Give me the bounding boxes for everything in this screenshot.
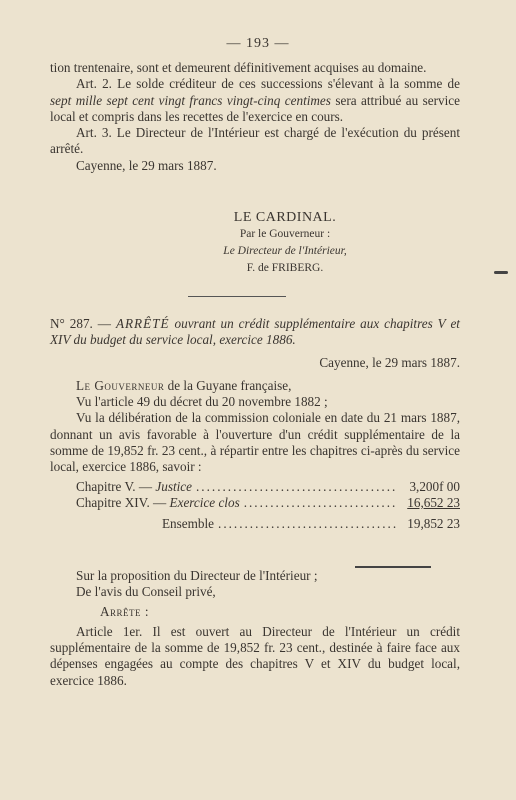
row-label-text: Chapitre XIV. —: [76, 494, 170, 510]
row-label-italic: Exercice clos: [169, 494, 240, 510]
decree-title: [50, 316, 460, 349]
article-3: Art. 3. Le Directeur de l'Intérieur est chargé de l'exécution du présent arrêté.: [50, 125, 460, 157]
row-amount: 3,200f 00: [409, 478, 460, 494]
article-2: [50, 76, 460, 125]
leader-dots: [196, 479, 398, 495]
proposal-line: Sur la proposition du Directeur de l'Intérieur ;: [76, 568, 318, 583]
row-label-text: Chapitre V. —: [76, 478, 156, 494]
signature-signer: F. de FRIBERG.: [246, 262, 324, 275]
article-2-lead: Art. 2. Le solde créditeur de ces successions s'élevant à la somme de: [76, 76, 460, 92]
table-row: [50, 479, 460, 495]
divider: [188, 296, 286, 297]
signature-name: LE CARDINAL.: [233, 210, 337, 225]
decree-keyword: ARRÊTÉ: [115, 316, 170, 331]
signature-role: Le Directeur de l'Intérieur,: [223, 245, 347, 258]
governor-line: [50, 378, 460, 394]
leader-dots: [244, 495, 398, 511]
arrete-heading: Arrête :: [100, 603, 149, 619]
council-line: De l'avis du Conseil privé,: [76, 584, 216, 600]
article-2-tail: sera attribué au service local et compris dans les recettes de l'exercice en cours.: [50, 92, 460, 124]
place-date-2: Cayenne, le 29 mars 1887.: [319, 354, 460, 370]
leader-dots: [218, 516, 398, 532]
total-label: Ensemble: [162, 516, 215, 532]
decree-title-rest: ouvrant un crédit supplémentaire aux chapitres V et XIV du budget du service local, exercice 1886.: [50, 316, 460, 348]
governor-rest: de la Guyane française,: [164, 377, 292, 393]
row-label: [76, 479, 192, 495]
row-label-italic: Justice: [155, 478, 192, 494]
signature-by: Par le Gouverneur :: [239, 228, 331, 241]
total-amount: 19,852 23: [407, 516, 460, 532]
signature-block: [200, 210, 370, 277]
vu-2: Vu la délibération de la commission coloniale en date du 21 mars 1887, donnant un avis favorable à l'ouverture d'un crédit supplémentaire de la somme de 19,852 fr. 23 cent., à répartir entre les chapitres ci-après du service local, exercice 1886, savoir :: [50, 410, 460, 475]
page-number: — 193 —: [226, 36, 290, 51]
credit-table: [50, 479, 460, 533]
total-row: [50, 516, 460, 532]
decree-number: N° 287. —: [50, 316, 116, 331]
governor-title: Le Gouverneur: [76, 377, 165, 393]
ink-mark: [494, 271, 508, 274]
place-date-1: Cayenne, le 29 mars 1887.: [76, 157, 217, 173]
vu-1: Vu l'article 49 du décret du 20 novembre 1882 ;: [76, 394, 328, 410]
table-row: [50, 495, 460, 511]
article-2-amount: sept mille sept cent vingt francs vingt-cinq centimes: [50, 92, 331, 108]
row-amount: 16,652 23: [407, 494, 460, 510]
closing-section: [50, 568, 460, 689]
row-label: [76, 495, 240, 511]
decree-section: [50, 316, 460, 533]
article-1: Article 1er. Il est ouvert au Directeur de l'Intérieur un crédit supplémentaire de la somme de 19,852 fr. 23 cent., destinée à faire face aux dépenses engagées au compte des chapitres V et XIV du budget local, exercice 1886.: [50, 623, 460, 688]
top-section: [50, 60, 460, 174]
continued-paragraph: tion trentenaire, sont et demeurent définitivement acquises au domaine.: [50, 60, 427, 75]
